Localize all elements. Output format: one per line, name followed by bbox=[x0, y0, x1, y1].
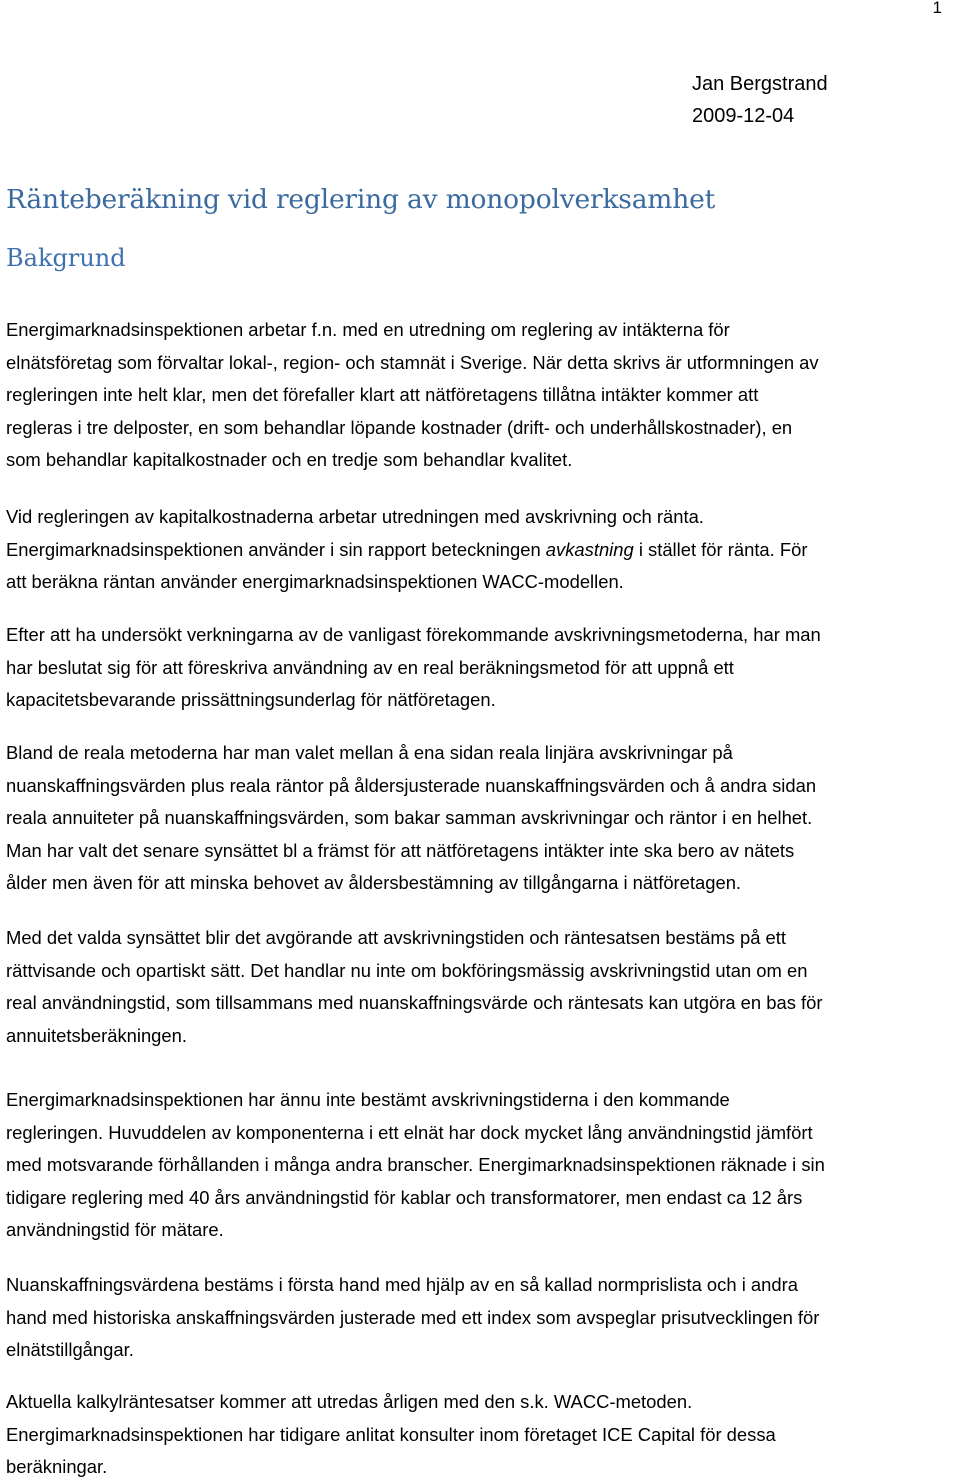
paragraph-line: Energimarknadsinspektionen har ännu inte bestämt avskrivningstiderna i den kommande bbox=[6, 1089, 730, 1110]
document-title: Ränteberäkning vid reglering av monopolverksamhet bbox=[6, 184, 716, 215]
document-date: 2009-12-04 bbox=[692, 105, 795, 127]
text-run: i stället för ränta. För bbox=[633, 538, 808, 560]
paragraph-2 bbox=[6, 501, 958, 599]
paragraph-line: real användningstid, som tillsammans med nuanskaffningsvärde och räntesats kan utgöra en bas för bbox=[6, 992, 823, 1014]
paragraph-line: Efter att ha undersökt verkningarna av de vanligast förekommande avskrivningsmetoderna, har man bbox=[6, 624, 821, 645]
paragraph-line: Aktuella kalkylräntesatser kommer att utredas årligen med den s.k. WACC-metoden. bbox=[6, 1391, 693, 1412]
paragraph-line: regleringen. Huvuddelen av komponenterna i ett elnät har dock mycket lång användningstid jämfört bbox=[6, 1121, 813, 1143]
paragraph-line: regleringen inte helt klar, men det förefaller klart att nätföretagens tillåtna intäkter kommer att bbox=[6, 384, 759, 406]
paragraph-6 bbox=[6, 1084, 958, 1247]
paragraph-1 bbox=[6, 314, 958, 477]
section-heading: Bakgrund bbox=[6, 244, 126, 272]
paragraph-line: Bland de reala metoderna har man valet mellan å ena sidan reala linjära avskrivningar på bbox=[6, 742, 733, 763]
paragraph-line: Energimarknadsinspektionen arbetar f.n. med en utredning om reglering av intäkterna för bbox=[6, 319, 730, 340]
paragraph-line: nuanskaffningsvärden plus reala räntor på åldersjusterade nuanskaffningsvärden och å andra sidan bbox=[6, 774, 817, 796]
paragraph-8 bbox=[6, 1386, 958, 1484]
paragraph-line: hand med historiska anskaffningsvärden justerade med ett index som avspeglar prisutvecklingen för bbox=[6, 1306, 820, 1328]
paragraph-line: Energimarknadsinspektionen har tidigare anlitat konsulter inom företaget ICE Capital för dessa bbox=[6, 1423, 776, 1445]
page-number: 1 bbox=[932, 0, 942, 17]
paragraph-line: beräkningar. bbox=[6, 1456, 108, 1478]
author-name: Jan Bergstrand bbox=[692, 73, 828, 95]
paragraph-line: kapacitetsbevarande prissättningsunderlag för nätföretagen. bbox=[6, 689, 496, 711]
paragraph-line: annuitetsberäkningen. bbox=[6, 1024, 187, 1046]
emphasized-term: avkastning bbox=[545, 538, 634, 560]
paragraph-line: Nuanskaffningsvärdena bestäms i första hand med hjälp av en så kallad normprislista och i andra bbox=[6, 1274, 798, 1295]
paragraph-line: elnätstillgångar. bbox=[6, 1339, 134, 1361]
paragraph-line: Med det valda synsättet blir det avgörande att avskrivningstiden och räntesatsen bestäms på ett bbox=[6, 927, 787, 948]
paragraph-line: Vid regleringen av kapitalkostnaderna arbetar utredningen med avskrivning och ränta. bbox=[6, 506, 704, 527]
paragraph-line: reala annuiteter på nuanskaffningsvärden, som bakar samman avskrivningar och räntor i en helhet. bbox=[6, 807, 813, 829]
paragraph-line: har beslutat sig för att föreskriva användning av en real beräkningsmetod för att uppnå ett bbox=[6, 656, 734, 678]
paragraph-line: att beräkna räntan använder energimarknadsinspektionen WACC-modellen. bbox=[6, 571, 624, 593]
paragraph-5 bbox=[6, 922, 958, 1052]
paragraph-line bbox=[6, 534, 958, 567]
paragraph-line: rättvisande och opartiskt sätt. Det handlar nu inte om bokföringsmässig avskrivningstid utan om en bbox=[6, 959, 808, 981]
paragraph-line: med motsvarande förhållanden i många andra branscher. Energimarknadsinspektionen räknade i sin bbox=[6, 1154, 825, 1176]
paragraph-line: Man har valt det senare synsättet bl a främst för att nätföretagens intäkter inte ska bero av nätets bbox=[6, 839, 795, 861]
paragraph-line: regleras i tre delposter, en som behandlar löpande kostnader (drift- och underhållskostnader), en bbox=[6, 416, 793, 438]
paragraph-line: ålder men även för att minska behovet av åldersbestämning av tillgångarna i nätföretagen. bbox=[6, 872, 742, 894]
text-run: Energimarknadsinspektionen använder i sin rapport beteckningen bbox=[6, 538, 546, 560]
paragraph-7 bbox=[6, 1269, 958, 1367]
paragraph-4 bbox=[6, 737, 958, 900]
paragraph-line: som behandlar kapitalkostnader och en tredje som behandlar kvalitet. bbox=[6, 449, 573, 471]
paragraph-line: tidigare reglering med 40 års användningstid för kablar och transformatorer, men endast ca 12 års bbox=[6, 1186, 803, 1208]
paragraph-3 bbox=[6, 619, 958, 717]
document-meta bbox=[692, 68, 828, 132]
paragraph-line: användningstid för mätare. bbox=[6, 1219, 224, 1241]
paragraph-line: elnätsföretag som förvaltar lokal-, region- och stamnät i Sverige. När detta skrivs är utformningen av bbox=[6, 351, 819, 373]
